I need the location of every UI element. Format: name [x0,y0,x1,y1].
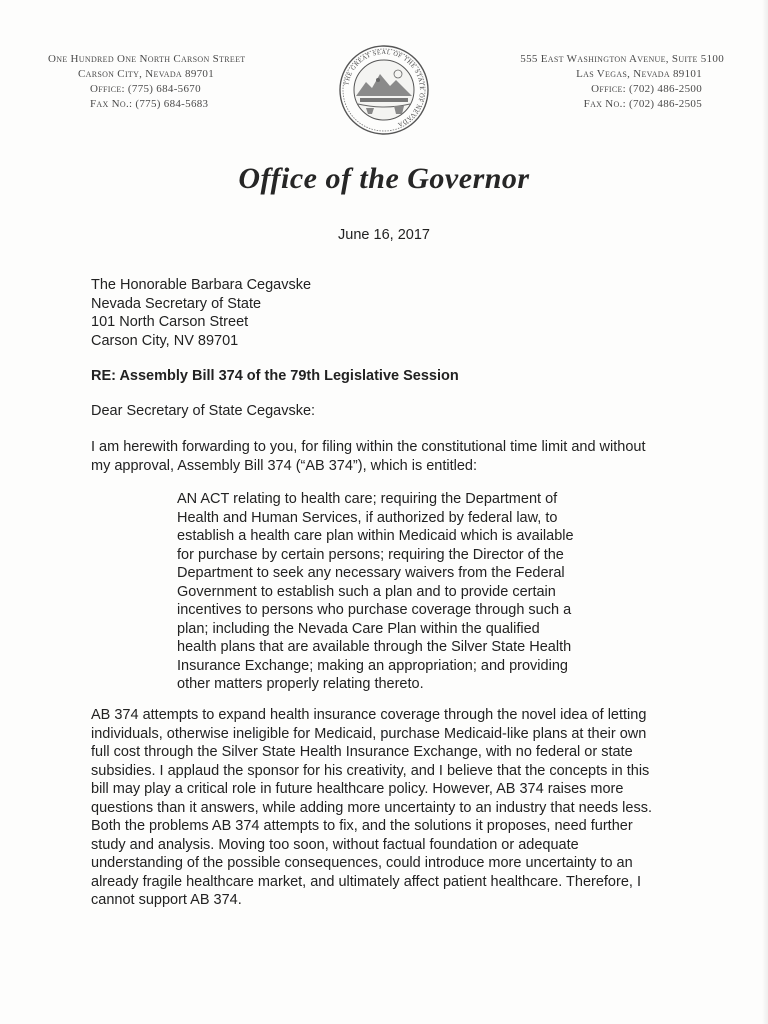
act-line: establish a health care plan within Medicaid which is available [177,528,574,544]
veto-reason-paragraph [91,706,691,910]
re-subject-line: RE: Assembly Bill 374 of the 79th Legislative Session [91,368,459,384]
letterhead-las-vegas-address [494,52,724,112]
addressee-line: Nevada Secretary of State [91,295,262,312]
paragraph-line: full cost through the Silver State Health Insurance Exchange, with no federal or state [91,744,633,760]
address-line: Fax No.: (702) 486-2505 [583,98,702,110]
letter-date: June 16, 2017 [338,227,430,243]
addressee-line: The Honorable Barbara Cegavske [91,277,312,293]
act-line: incentives to persons who purchase coverage through such a [177,602,572,618]
paragraph-line: already fragile healthcare market, and ultimately affect patient healthcare. Therefore, I [91,873,641,890]
act-line: plan; including the Nevada Care Plan within the qualified [177,620,540,637]
salutation: Dear Secretary of State Cegavske: [91,403,316,419]
nevada-state-seal-icon [338,44,430,136]
paragraph-line: I am herewith forwarding to you, for filing within the constitutional time limit and without [91,439,646,455]
act-title-quote [177,490,692,694]
office-title: Office of the Governor [238,162,530,195]
address-line: Office: (775) 684-5670 [90,83,201,95]
act-line: for purchase by certain persons; requiring the Director of the [177,546,564,563]
act-line: Health and Human Services, if authorized by federal law, to [177,509,558,526]
address-line: 555 East Washington Avenue, Suite 5100 [520,53,724,65]
addressee-block [91,276,311,350]
address-line: Las Vegas, Nevada 89101 [576,68,702,80]
page-edge-shadow [762,0,768,1024]
act-line: other matters properly relating thereto. [177,676,424,692]
paragraph-line: AB 374 attempts to expand health insurance coverage through the novel idea of letting [91,707,647,723]
address-line: Carson City, Nevada 89701 [78,68,215,80]
addressee-line: 101 North Carson Street [91,314,249,330]
paragraph-line: cannot support AB 374. [91,892,242,908]
paragraph-line: Both the problems AB 374 attempts to fix, and the solutions it proposes, need further [91,818,633,834]
paragraph-line: understanding of the possible consequences, could introduce more uncertainty to an [91,855,633,871]
letterhead-carson-city-address [48,52,278,112]
act-line: Insurance Exchange; making an appropriation; and providing [177,657,568,674]
address-line: Office: (702) 486-2500 [591,83,702,95]
addressee-line: Carson City, NV 89701 [91,332,239,349]
paragraph-line: my approval, Assembly Bill 374 (“AB 374”), which is entitled: [91,457,478,474]
address-line: One Hundred One North Carson Street [48,53,246,65]
paragraph-line: subsidies. I applaud the sponsor for his creativity, and I believe that the concepts in this [91,762,650,779]
seal-text: THE GREAT SEAL OF THE STATE OF NEVADA [343,48,426,129]
paragraph-line: questions than it answers, while adding more uncertainty to an industry that needs less. [91,799,652,816]
act-line: Government to establish such a plan and to provide certain [177,583,556,600]
opening-paragraph [91,438,691,475]
act-line: health plans that are available through the Silver State Health [177,639,572,655]
paragraph-line: individuals, otherwise ineligible for Medicaid, purchase Medicaid-like plans at their own [91,725,647,742]
paragraph-line: bill may play a critical role in future healthcare policy. However, AB 374 raises more [91,781,624,797]
act-line: AN ACT relating to health care; requiring the Department of [177,491,558,507]
act-line: Department to seek any necessary waivers from the Federal [177,565,565,581]
address-line: Fax No.: (775) 684-5683 [90,98,209,110]
paragraph-line: study and analysis. Moving too soon, without factual foundation or adequate [91,836,579,853]
